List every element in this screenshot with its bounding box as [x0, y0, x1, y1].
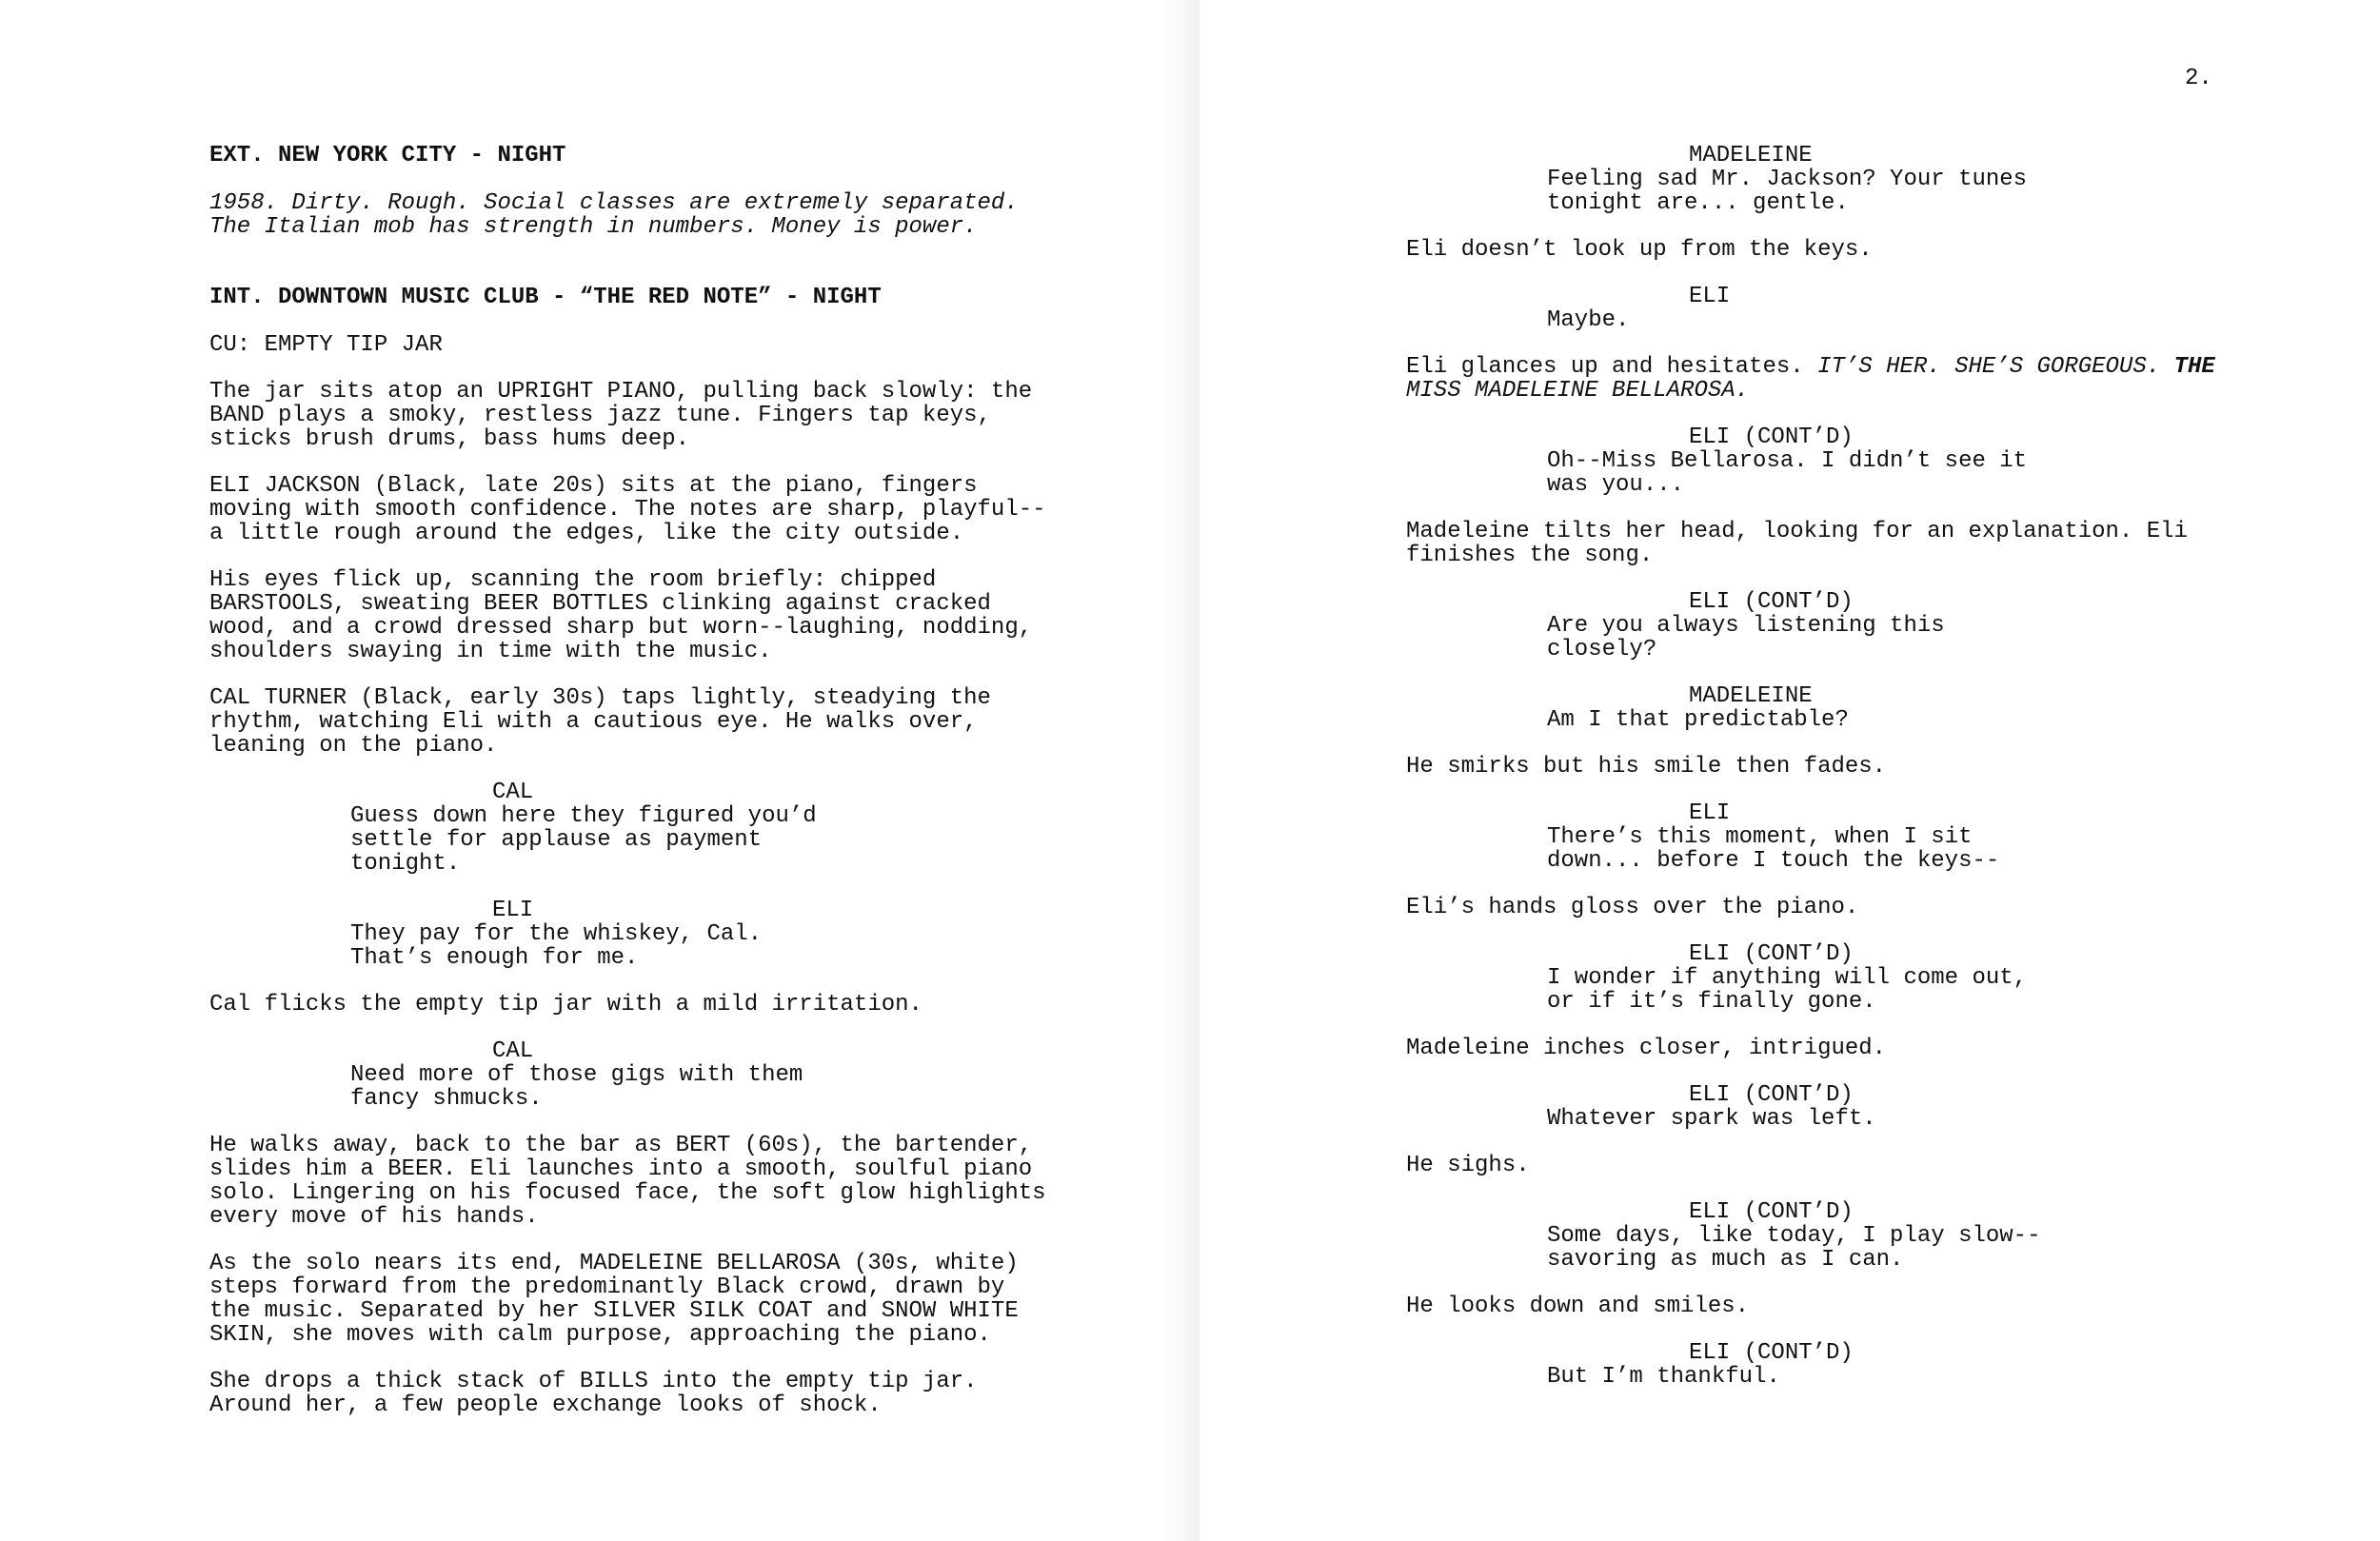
dialogue-text: Are you always listening this closely? — [1547, 613, 1945, 662]
character-name: ELI (CONT’D) — [1689, 941, 1854, 967]
dialogue-block — [1406, 1341, 2244, 1389]
dialogue-block — [1406, 1200, 2244, 1272]
character-name: ELI — [1689, 284, 1731, 309]
action-paragraph: CAL TURNER (Black, early 30s) taps lightly, steadying the rhythm, watching Eli with a cautious eye. He walks over, leaning on the piano. — [209, 685, 991, 759]
action-text-italic: IT’S HER. SHE’S GORGEOUS. — [1817, 354, 2174, 380]
dialogue-text: But I’m thankful. — [1547, 1364, 1780, 1390]
character-name: CAL — [492, 780, 534, 805]
action-paragraph: He walks away, back to the bar as BERT (60s), the bartender, slides him a BEER. Eli launches into a smooth, soulful piano solo. Lingering on his focused face, the soft glow highlights every move of his hands. — [209, 1133, 1046, 1230]
scene-heading: EXT. NEW YORK CITY - NIGHT — [209, 143, 566, 168]
action-paragraph: Madeleine inches closer, intrigued. — [1406, 1036, 1887, 1061]
dialogue-block — [1406, 144, 2244, 215]
dialogue-text: There’s this moment, when I sit down... before I touch the keys-- — [1547, 824, 2000, 874]
dialogue-block — [209, 780, 1085, 876]
dialogue-block — [1406, 801, 2244, 873]
action-paragraph: Cal flicks the empty tip jar with a mild irritation. — [209, 992, 922, 1017]
character-name: ELI (CONT’D) — [1689, 589, 1854, 615]
character-name: ELI (CONT’D) — [1689, 425, 1854, 450]
dialogue-block — [1406, 425, 2244, 497]
action-paragraph: As the solo nears its end, MADELEINE BELLAROSA (30s, white) steps forward from the predominantly Black crowd, drawn by the music. Separated by her SILVER SILK COAT and SNOW WHITE SKIN, she moves with calm purpose, approaching the piano. — [209, 1251, 1019, 1348]
page-gutter-shadow — [1157, 0, 1200, 1541]
action-paragraph: Eli’s hands gloss over the piano. — [1406, 895, 1859, 920]
character-name: ELI (CONT’D) — [1689, 1082, 1854, 1108]
action-paragraph: He sighs. — [1406, 1153, 1530, 1178]
right-page-content — [1406, 144, 2244, 1412]
action-paragraph: ELI JACKSON (Black, late 20s) sits at the piano, fingers moving with smooth confidence. The notes are sharp, playful-- a little rough around the edges, like the city outside. — [209, 473, 1046, 546]
dialogue-text: Oh--Miss Bellarosa. I didn’t see it was you... — [1547, 448, 2028, 498]
dialogue-text: Whatever spark was left. — [1547, 1106, 1876, 1132]
character-name: CAL — [492, 1038, 534, 1064]
character-name: MADELEINE — [1689, 683, 1813, 709]
character-name: ELI — [1689, 800, 1731, 826]
dialogue-text: They pay for the whiskey, Cal. That’s enough for me. — [350, 921, 763, 971]
dialogue-block — [1406, 285, 2244, 332]
dialogue-text: Am I that predictable? — [1547, 707, 1849, 733]
character-name: MADELEINE — [1689, 143, 1813, 168]
dialogue-block — [1406, 942, 2244, 1014]
dialogue-block — [1406, 590, 2244, 662]
action-paragraph: He looks down and smiles. — [1406, 1294, 1750, 1319]
action-paragraph — [1406, 355, 2244, 403]
left-page-content — [209, 144, 1085, 1440]
action-paragraph: His eyes flick up, scanning the room briefly: chipped BARSTOOLS, sweating BEER BOTTLES clinking against cracked wood, and a crowd dressed sharp but worn--laughing, nodding, shoulders swaying in time with the music. — [209, 567, 1033, 664]
character-name: ELI (CONT’D) — [1689, 1199, 1854, 1225]
character-name: ELI — [492, 898, 534, 923]
action-paragraph: Eli doesn’t look up from the keys. — [1406, 237, 1873, 263]
dialogue-text: Maybe. — [1547, 307, 1630, 333]
action-text-italic: MISS MADELEINE BELLAROSA. — [1406, 378, 1750, 404]
dialogue-block — [209, 899, 1085, 970]
dialogue-text: Guess down here they figured you’d settle for applause as payment tonight. — [350, 803, 817, 877]
action-paragraph: He smirks but his smile then fades. — [1406, 754, 1887, 780]
shot-line: CU: EMPTY TIP JAR — [209, 332, 443, 358]
dialogue-block — [1406, 684, 2244, 732]
dialogue-text: I wonder if anything will come out, or if it’s finally gone. — [1547, 965, 2028, 1015]
scene-heading: INT. DOWNTOWN MUSIC CLUB - “THE RED NOTE” - NIGHT — [209, 285, 882, 310]
dialogue-text: Feeling sad Mr. Jackson? Your tunes tonight are... gentle. — [1547, 167, 2028, 216]
character-name: ELI (CONT’D) — [1689, 1340, 1854, 1366]
dialogue-text: Need more of those gigs with them fancy shmucks. — [350, 1062, 803, 1112]
dialogue-block — [1406, 1083, 2244, 1131]
page-number: 2. — [2185, 66, 2212, 91]
action-paragraph: The jar sits atop an UPRIGHT PIANO, pulling back slowly: the BAND plays a smoky, restless jazz tune. Fingers tap keys, sticks brush drums, bass hums deep. — [209, 379, 1033, 452]
action-text: Eli glances up and hesitates. — [1406, 354, 1818, 380]
action-paragraph: 1958. Dirty. Rough. Social classes are extremely separated. The Italian mob has strength in numbers. Money is power. — [209, 190, 1019, 240]
action-text-bold-italic: THE — [2173, 354, 2215, 380]
dialogue-text: Some days, like today, I play slow-- savoring as much as I can. — [1547, 1223, 2041, 1273]
dialogue-block — [209, 1039, 1085, 1111]
action-paragraph: She drops a thick stack of BILLS into the empty tip jar. Around her, a few people exchange looks of shock. — [209, 1369, 978, 1418]
action-paragraph: Madeleine tilts her head, looking for an explanation. Eli finishes the song. — [1406, 519, 2188, 568]
